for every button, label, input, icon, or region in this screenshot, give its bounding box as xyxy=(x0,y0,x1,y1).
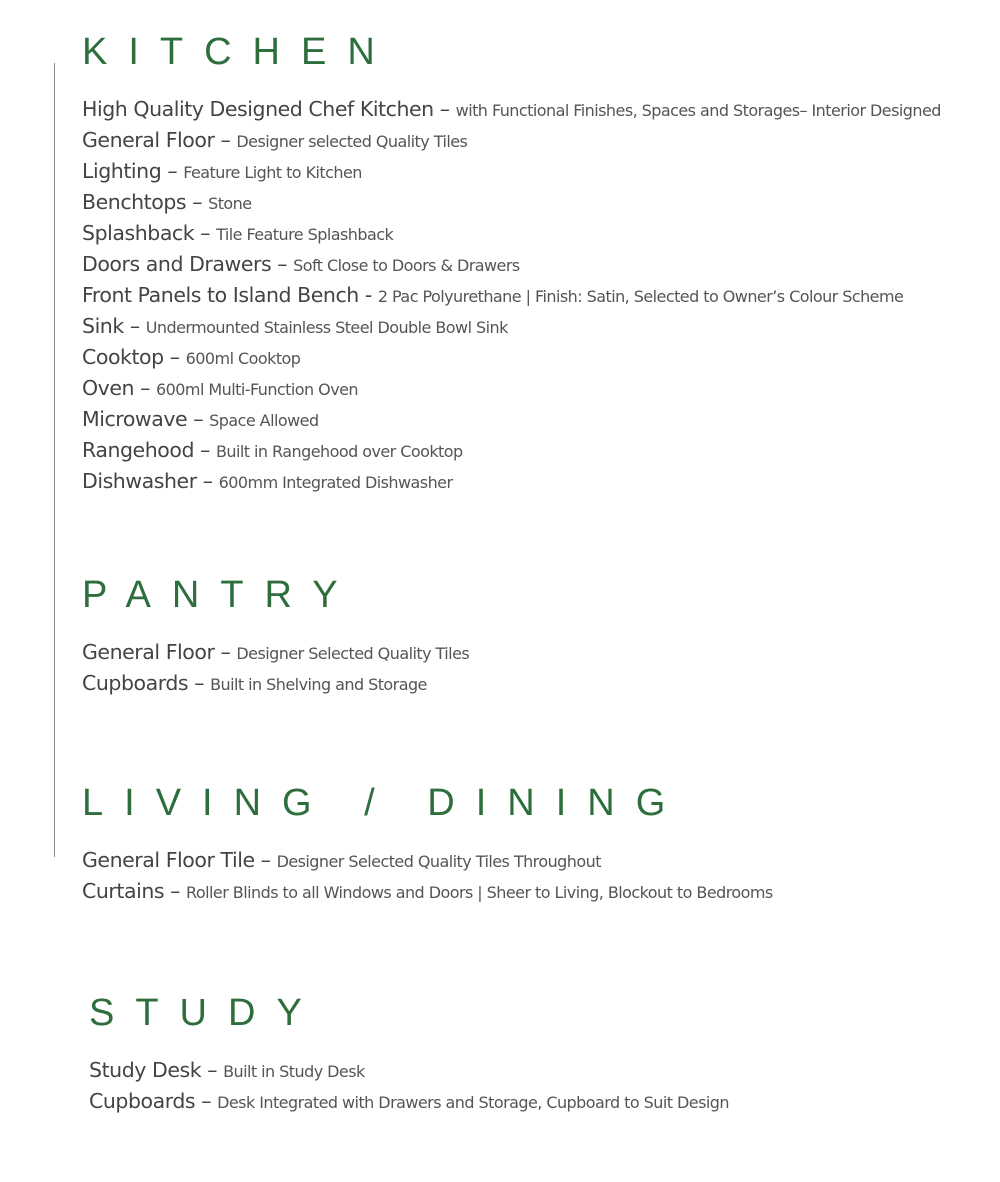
living-dining-heading: LIVING / DINING xyxy=(82,782,687,824)
spec-item-description: Built in Rangehood over Cooktop xyxy=(215,442,463,461)
spec-item-description: Designer Selected Quality Tiles Throughout xyxy=(276,852,601,871)
spec-item-label: Microwave – xyxy=(82,407,210,431)
spec-item xyxy=(82,373,941,404)
spec-item-description: Built in Study Desk xyxy=(223,1062,365,1081)
spec-item xyxy=(89,1055,729,1086)
spec-item-label: Oven – xyxy=(82,376,157,400)
spec-item-description: Stone xyxy=(208,194,252,213)
spec-item xyxy=(82,156,941,187)
living-dining-items xyxy=(82,845,773,907)
spec-item-description: Roller Blinds to all Windows and Doors | Sheer to Living, Blockout to Bedrooms xyxy=(186,883,773,902)
spec-item xyxy=(82,876,773,907)
living-dining-section xyxy=(82,784,773,907)
spec-item-label: Study Desk – xyxy=(89,1058,224,1082)
spec-item-description: 2 Pac Polyurethane | Finish: Satin, Selected to Owner’s Colour Scheme xyxy=(377,287,904,306)
spec-item xyxy=(82,218,941,249)
spec-item-description: Built in Shelving and Storage xyxy=(210,675,427,694)
spec-item-description: 600mm Integrated Dishwasher xyxy=(218,473,453,492)
spec-item-label: Sink – xyxy=(82,314,146,338)
spec-item xyxy=(82,94,941,125)
kitchen-section xyxy=(82,33,941,497)
spec-item-description: Space Allowed xyxy=(209,411,319,430)
spec-item-label: Front Panels to Island Bench - xyxy=(82,283,378,307)
spec-item-label: General Floor Tile – xyxy=(82,848,277,872)
spec-item xyxy=(82,125,941,156)
pantry-items xyxy=(82,637,469,699)
spec-item-description: 600ml Multi-Function Oven xyxy=(156,380,358,399)
spec-item-label: Cooktop – xyxy=(82,345,186,369)
spec-item-description: Designer Selected Quality Tiles xyxy=(236,644,470,663)
spec-item-label: Rangehood – xyxy=(82,438,216,462)
spec-item-label: Cupboards – xyxy=(89,1089,218,1113)
spec-item-label: Splashback – xyxy=(82,221,217,245)
spec-item-description: Feature Light to Kitchen xyxy=(183,163,362,182)
spec-item-description: 600ml Cooktop xyxy=(185,349,301,368)
spec-item xyxy=(82,311,941,342)
spec-item-description: Tile Feature Splashback xyxy=(216,225,394,244)
spec-item-label: Doors and Drawers – xyxy=(82,252,294,276)
spec-item-description: Designer selected Quality Tiles xyxy=(236,132,468,151)
spec-item xyxy=(82,668,469,699)
spec-item-description: Undermounted Stainless Steel Double Bowl Sink xyxy=(145,318,508,337)
study-heading: STUDY xyxy=(89,992,323,1034)
spec-item xyxy=(82,404,941,435)
study-section xyxy=(89,994,729,1117)
pantry-section xyxy=(82,576,469,699)
spec-item xyxy=(82,187,941,218)
spec-item xyxy=(82,466,941,497)
spec-item-label: Benchtops – xyxy=(82,190,209,214)
spec-item-label: General Floor – xyxy=(82,128,237,152)
spec-item-description: with Functional Finishes, Spaces and Storages– Interior Designed xyxy=(455,101,941,120)
vertical-divider-line xyxy=(54,63,55,857)
spec-item-label: Lighting – xyxy=(82,159,184,183)
pantry-heading: PANTRY xyxy=(82,574,359,616)
spec-item-label: General Floor – xyxy=(82,640,237,664)
kitchen-heading: KITCHEN xyxy=(82,31,396,73)
spec-item-description: Soft Close to Doors & Drawers xyxy=(293,256,520,275)
spec-item xyxy=(82,435,941,466)
study-items xyxy=(89,1055,729,1117)
spec-item xyxy=(82,249,941,280)
spec-item xyxy=(89,1086,729,1117)
spec-item-label: Cupboards – xyxy=(82,671,211,695)
spec-item xyxy=(82,845,773,876)
spec-item xyxy=(82,342,941,373)
spec-item-description: Desk Integrated with Drawers and Storage, Cupboard to Suit Design xyxy=(217,1093,729,1112)
spec-item xyxy=(82,637,469,668)
spec-item-label: Curtains – xyxy=(82,879,187,903)
spec-item-label: Dishwasher – xyxy=(82,469,219,493)
spec-item-label: High Quality Designed Chef Kitchen – xyxy=(82,97,456,121)
spec-item xyxy=(82,280,941,311)
kitchen-items xyxy=(82,94,941,497)
